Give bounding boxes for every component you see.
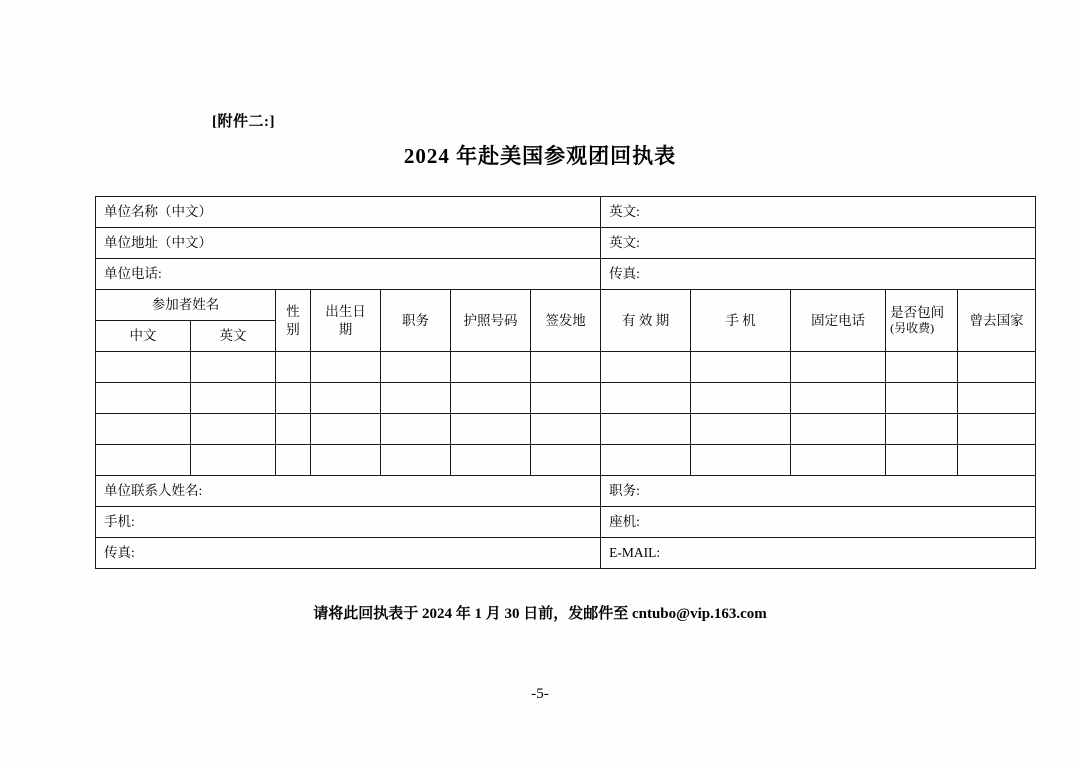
cell-private-room[interactable] — [886, 383, 958, 414]
header-private-room-main: 是否包间 — [890, 304, 945, 320]
table-row-participants-header-1 — [96, 290, 1036, 321]
unit-name-en-label: 英文: — [609, 204, 640, 220]
cell-position[interactable] — [381, 383, 451, 414]
cell-landline[interactable] — [791, 414, 886, 445]
email-cell[interactable] — [601, 538, 1036, 569]
cell-gender[interactable] — [276, 352, 311, 383]
landline-label: 座机: — [609, 514, 640, 530]
cell-mobile[interactable] — [691, 383, 791, 414]
cell-issue-place[interactable] — [531, 383, 601, 414]
header-issue-place: 签发地 — [531, 290, 601, 352]
unit-address-en-cell[interactable] — [601, 228, 1036, 259]
cell-mobile[interactable] — [691, 352, 791, 383]
cell-birth-date[interactable] — [311, 414, 381, 445]
cell-position[interactable] — [381, 414, 451, 445]
table-row — [96, 352, 1036, 383]
header-mobile: 手 机 — [691, 290, 791, 352]
page-title: 2024 年赴美国参观团回执表 — [403, 144, 677, 168]
unit-name-en-cell[interactable] — [601, 197, 1036, 228]
unit-fax-cell[interactable] — [601, 259, 1036, 290]
cell-birth-date[interactable] — [311, 383, 381, 414]
cell-visited-countries[interactable] — [958, 383, 1036, 414]
cell-landline[interactable] — [791, 445, 886, 476]
table-row-fax — [96, 538, 1036, 569]
cell-position[interactable] — [381, 445, 451, 476]
cell-issue-place[interactable] — [531, 352, 601, 383]
header-name-cn: 中文 — [96, 321, 191, 352]
table-row-contact-name — [96, 476, 1036, 507]
table-row-unit-name — [96, 197, 1036, 228]
mobile-label: 手机: — [104, 514, 135, 530]
fax-cell[interactable] — [96, 538, 601, 569]
cell-passport-no[interactable] — [451, 383, 531, 414]
cell-name-cn[interactable] — [96, 445, 191, 476]
unit-address-label: 单位地址（中文） — [104, 235, 212, 251]
cell-birth-date[interactable] — [311, 352, 381, 383]
receipt-form — [95, 196, 1024, 569]
header-gender-line1: 性 — [286, 303, 300, 319]
unit-address-en-label: 英文: — [609, 235, 640, 251]
table-row-unit-phone — [96, 259, 1036, 290]
page-number: -5- — [531, 686, 549, 702]
contact-name-label: 单位联系人姓名: — [104, 483, 203, 499]
cell-validity[interactable] — [601, 383, 691, 414]
email-label: E-MAIL: — [609, 545, 661, 561]
cell-gender[interactable] — [276, 445, 311, 476]
unit-name-cell[interactable] — [96, 197, 601, 228]
table-row — [96, 445, 1036, 476]
table-row-unit-address — [96, 228, 1036, 259]
header-name-en: 英文 — [191, 321, 276, 352]
unit-fax-label: 传真: — [609, 266, 640, 282]
cell-name-en[interactable] — [191, 414, 276, 445]
unit-address-cell[interactable] — [96, 228, 601, 259]
cell-issue-place[interactable] — [531, 414, 601, 445]
cell-name-cn[interactable] — [96, 414, 191, 445]
table-row — [96, 414, 1036, 445]
header-passport-no: 护照号码 — [451, 290, 531, 352]
cell-passport-no[interactable] — [451, 414, 531, 445]
cell-gender[interactable] — [276, 383, 311, 414]
cell-name-en[interactable] — [191, 352, 276, 383]
mobile-cell[interactable] — [96, 507, 601, 538]
header-landline: 固定电话 — [791, 290, 886, 352]
cell-visited-countries[interactable] — [958, 445, 1036, 476]
header-gender-line2: 别 — [286, 321, 300, 337]
cell-birth-date[interactable] — [311, 445, 381, 476]
cell-issue-place[interactable] — [531, 445, 601, 476]
header-private-room-sub: (另收费) — [890, 321, 935, 336]
cell-validity[interactable] — [601, 352, 691, 383]
header-visited-countries: 曾去国家 — [958, 290, 1036, 352]
cell-name-cn[interactable] — [96, 352, 191, 383]
submission-note: 请将此回执表于 2024 年 1 月 30 日前，发邮件至 cntubo@vip.163.com — [313, 606, 767, 622]
header-position: 职务 — [381, 290, 451, 352]
cell-landline[interactable] — [791, 352, 886, 383]
cell-mobile[interactable] — [691, 445, 791, 476]
contact-title-cell[interactable] — [601, 476, 1036, 507]
cell-validity[interactable] — [601, 414, 691, 445]
table-row-mobile — [96, 507, 1036, 538]
contact-title-label: 职务: — [609, 483, 640, 499]
landline-cell[interactable] — [601, 507, 1036, 538]
cell-visited-countries[interactable] — [958, 414, 1036, 445]
cell-private-room[interactable] — [886, 352, 958, 383]
header-private-room — [886, 290, 958, 352]
fax-label: 传真: — [104, 545, 135, 561]
cell-private-room[interactable] — [886, 445, 958, 476]
participants-group-header: 参加者姓名 — [96, 290, 276, 321]
form-table — [95, 196, 1036, 569]
cell-validity[interactable] — [601, 445, 691, 476]
unit-phone-cell[interactable] — [96, 259, 601, 290]
unit-name-label: 单位名称（中文） — [104, 204, 212, 220]
contact-name-cell[interactable] — [96, 476, 601, 507]
attachment-tag: [附件二:] — [212, 114, 275, 130]
cell-name-en[interactable] — [191, 383, 276, 414]
header-birth-date: 出生日期 — [311, 290, 381, 352]
header-gender — [276, 290, 311, 352]
table-row — [96, 383, 1036, 414]
cell-landline[interactable] — [791, 383, 886, 414]
cell-position[interactable] — [381, 352, 451, 383]
cell-gender[interactable] — [276, 414, 311, 445]
cell-passport-no[interactable] — [451, 445, 531, 476]
cell-name-cn[interactable] — [96, 383, 191, 414]
cell-visited-countries[interactable] — [958, 352, 1036, 383]
unit-phone-label: 单位电话: — [104, 266, 162, 282]
header-validity: 有 效 期 — [601, 290, 691, 352]
cell-mobile[interactable] — [691, 414, 791, 445]
cell-passport-no[interactable] — [451, 352, 531, 383]
cell-name-en[interactable] — [191, 445, 276, 476]
cell-private-room[interactable] — [886, 414, 958, 445]
